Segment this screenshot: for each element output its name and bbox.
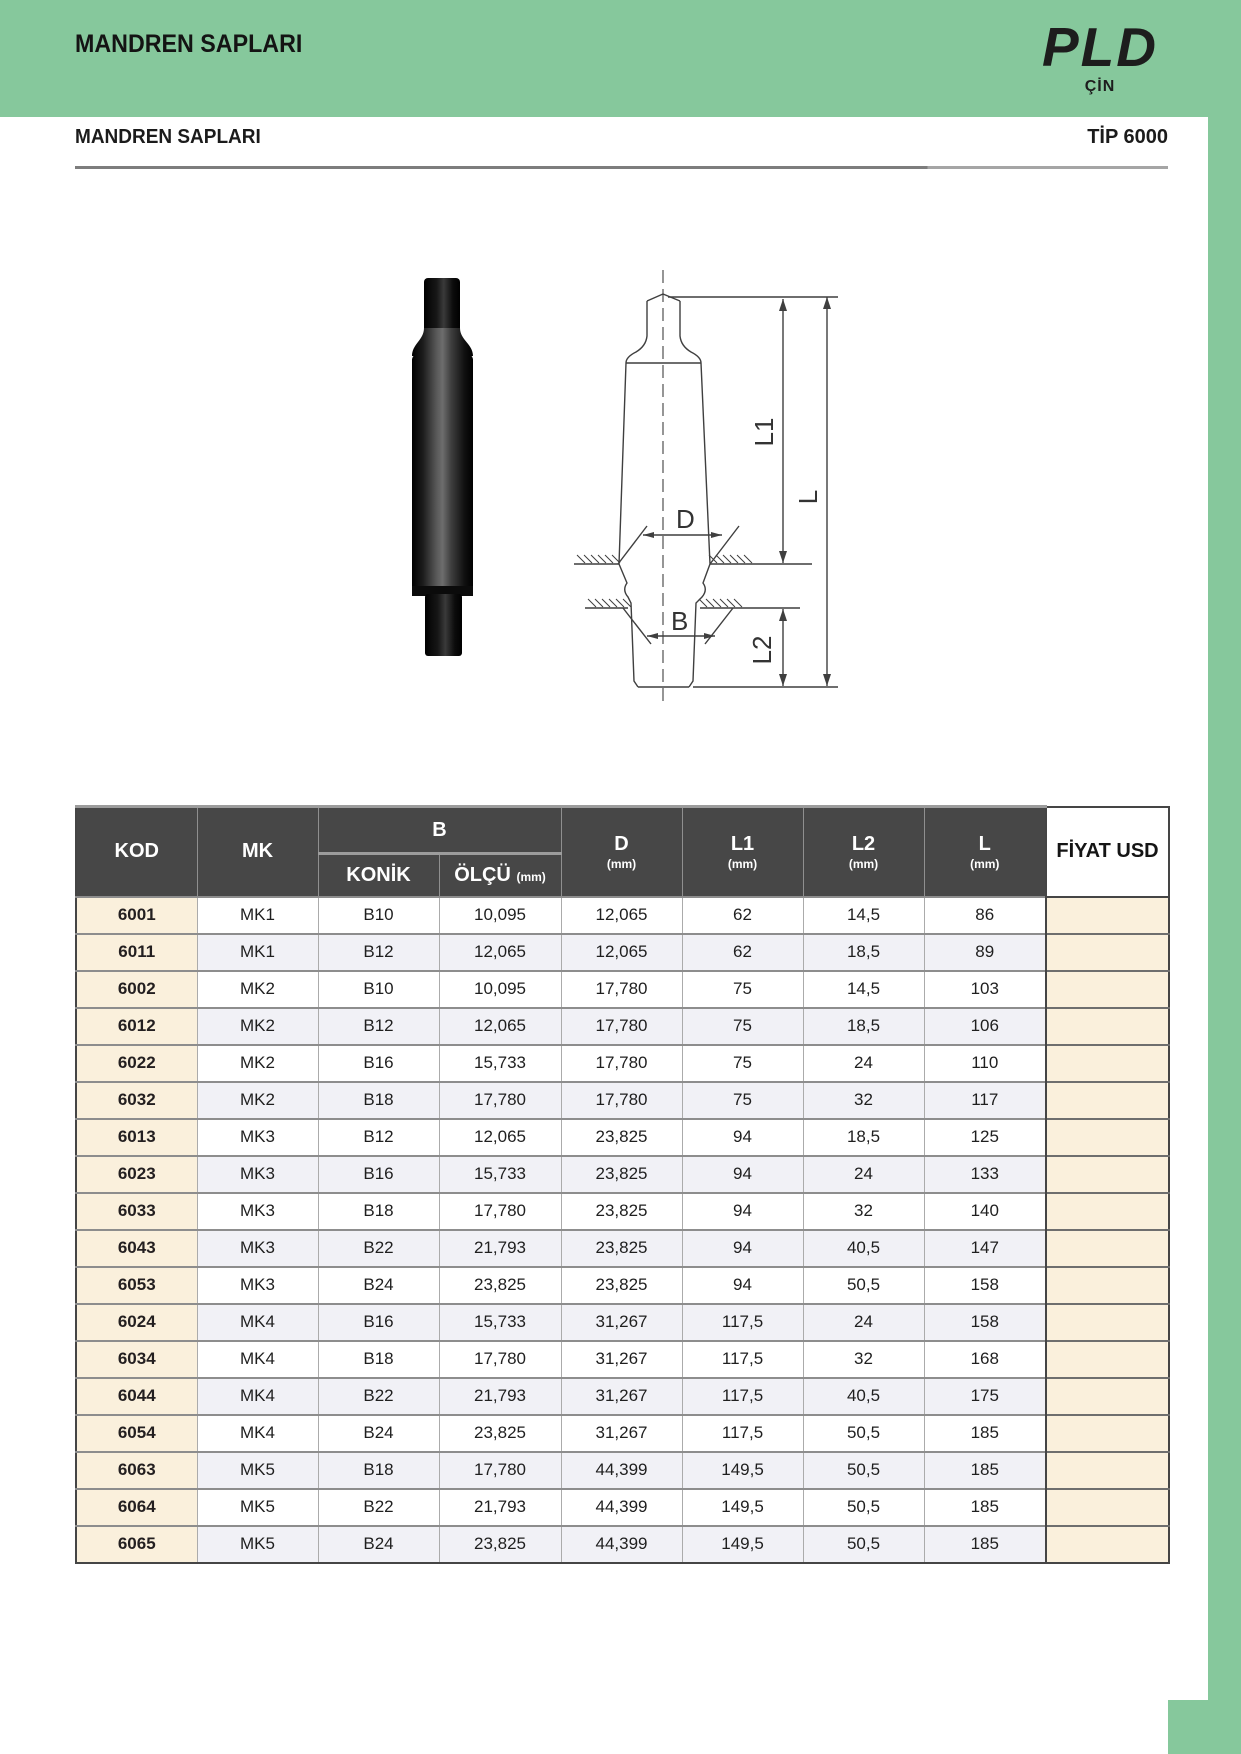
col-header-l: L (mm) bbox=[924, 807, 1046, 897]
l1-cell: 117,5 bbox=[682, 1378, 803, 1415]
l-cell: 158 bbox=[924, 1304, 1046, 1341]
mk-cell: MK4 bbox=[197, 1304, 318, 1341]
mk-cell: MK2 bbox=[197, 1045, 318, 1082]
l-cell: 147 bbox=[924, 1230, 1046, 1267]
kod-cell: 6002 bbox=[76, 971, 197, 1008]
brand-logo-text: PLD bbox=[1042, 16, 1158, 78]
l2-cell: 50,5 bbox=[803, 1415, 924, 1452]
table-row bbox=[76, 1156, 1169, 1193]
section-title: MANDREN SAPLARI bbox=[75, 126, 261, 148]
olcu-cell: 21,793 bbox=[439, 1230, 561, 1267]
mk-cell: MK5 bbox=[197, 1489, 318, 1526]
konik-cell: B24 bbox=[318, 1267, 439, 1304]
mk-cell: MK3 bbox=[197, 1230, 318, 1267]
l1-cell: 75 bbox=[682, 1045, 803, 1082]
kod-cell: 6032 bbox=[76, 1082, 197, 1119]
col-header-mk: MK bbox=[197, 807, 318, 897]
col-header-l2: L2 (mm) bbox=[803, 807, 924, 897]
mk-cell: MK4 bbox=[197, 1341, 318, 1378]
d-cell: 23,825 bbox=[561, 1230, 682, 1267]
mk-cell: MK4 bbox=[197, 1378, 318, 1415]
d-cell: 31,267 bbox=[561, 1415, 682, 1452]
l1-cell: 149,5 bbox=[682, 1452, 803, 1489]
l2-cell: 14,5 bbox=[803, 971, 924, 1008]
l2-cell: 40,5 bbox=[803, 1378, 924, 1415]
price-cell bbox=[1046, 1304, 1169, 1341]
l1-cell: 75 bbox=[682, 1008, 803, 1045]
l2-cell: 18,5 bbox=[803, 1008, 924, 1045]
table-row bbox=[76, 1304, 1169, 1341]
mk-cell: MK3 bbox=[197, 1119, 318, 1156]
l-cell: 185 bbox=[924, 1452, 1046, 1489]
l1-cell: 94 bbox=[682, 1119, 803, 1156]
l1-cell: 62 bbox=[682, 897, 803, 934]
kod-cell: 6034 bbox=[76, 1341, 197, 1378]
d-cell: 17,780 bbox=[561, 1045, 682, 1082]
olcu-cell: 17,780 bbox=[439, 1082, 561, 1119]
d-cell: 31,267 bbox=[561, 1304, 682, 1341]
l1-cell: 75 bbox=[682, 971, 803, 1008]
l-cell: 110 bbox=[924, 1045, 1046, 1082]
type-label: TİP 6000 bbox=[1087, 126, 1168, 148]
table-row bbox=[76, 897, 1169, 934]
l-cell: 175 bbox=[924, 1378, 1046, 1415]
header-rule bbox=[75, 166, 1168, 169]
table-row bbox=[76, 1193, 1169, 1230]
l1-cell: 94 bbox=[682, 1193, 803, 1230]
l1-cell: 149,5 bbox=[682, 1489, 803, 1526]
dim-label-l1: L1 bbox=[749, 417, 779, 447]
brand-logo bbox=[1030, 18, 1170, 96]
l-cell: 158 bbox=[924, 1267, 1046, 1304]
mk-cell: MK5 bbox=[197, 1452, 318, 1489]
table-row bbox=[76, 1230, 1169, 1267]
col-header-l1: L1 (mm) bbox=[682, 807, 803, 897]
price-cell bbox=[1046, 1452, 1169, 1489]
price-cell bbox=[1046, 1341, 1169, 1378]
mk-cell: MK4 bbox=[197, 1415, 318, 1452]
olcu-cell: 17,780 bbox=[439, 1193, 561, 1230]
l2-cell: 50,5 bbox=[803, 1267, 924, 1304]
kod-cell: 6033 bbox=[76, 1193, 197, 1230]
l1-cell: 117,5 bbox=[682, 1341, 803, 1378]
kod-cell: 6065 bbox=[76, 1526, 197, 1563]
olcu-cell: 12,065 bbox=[439, 1008, 561, 1045]
price-cell bbox=[1046, 1415, 1169, 1452]
d-cell: 23,825 bbox=[561, 1267, 682, 1304]
kod-cell: 6024 bbox=[76, 1304, 197, 1341]
olcu-cell: 23,825 bbox=[439, 1526, 561, 1563]
table-row bbox=[76, 1008, 1169, 1045]
table-row bbox=[76, 971, 1169, 1008]
price-cell bbox=[1046, 1378, 1169, 1415]
l-cell: 185 bbox=[924, 1415, 1046, 1452]
l2-cell: 24 bbox=[803, 1156, 924, 1193]
olcu-cell: 15,733 bbox=[439, 1156, 561, 1193]
d-cell: 31,267 bbox=[561, 1341, 682, 1378]
konik-cell: B12 bbox=[318, 1119, 439, 1156]
konik-cell: B16 bbox=[318, 1045, 439, 1082]
l2-cell: 32 bbox=[803, 1082, 924, 1119]
col-header-d: D (mm) bbox=[561, 807, 682, 897]
l2-cell: 18,5 bbox=[803, 934, 924, 971]
l2-cell: 32 bbox=[803, 1193, 924, 1230]
table-row bbox=[76, 1415, 1169, 1452]
l-cell: 185 bbox=[924, 1489, 1046, 1526]
table-row bbox=[76, 934, 1169, 971]
olcu-cell: 12,065 bbox=[439, 934, 561, 971]
dim-label-d: D bbox=[676, 504, 695, 534]
l1-cell: 117,5 bbox=[682, 1415, 803, 1452]
olcu-cell: 17,780 bbox=[439, 1452, 561, 1489]
l2-cell: 40,5 bbox=[803, 1230, 924, 1267]
konik-cell: B16 bbox=[318, 1156, 439, 1193]
price-cell bbox=[1046, 1156, 1169, 1193]
konik-cell: B22 bbox=[318, 1230, 439, 1267]
mk-cell: MK5 bbox=[197, 1526, 318, 1563]
col-header-olcu: ÖLÇÜ (mm) bbox=[439, 854, 561, 897]
col-header-kod: KOD bbox=[76, 807, 197, 897]
l1-cell: 117,5 bbox=[682, 1304, 803, 1341]
arbor-drawing-svg bbox=[490, 250, 846, 710]
corner-green-block bbox=[1168, 1700, 1241, 1754]
price-cell bbox=[1046, 1119, 1169, 1156]
d-cell: 31,267 bbox=[561, 1378, 682, 1415]
kod-cell: 6044 bbox=[76, 1378, 197, 1415]
kod-cell: 6001 bbox=[76, 897, 197, 934]
konik-cell: B22 bbox=[318, 1378, 439, 1415]
konik-cell: B16 bbox=[318, 1304, 439, 1341]
kod-cell: 6012 bbox=[76, 1008, 197, 1045]
d-cell: 17,780 bbox=[561, 1082, 682, 1119]
l-cell: 140 bbox=[924, 1193, 1046, 1230]
table-row bbox=[76, 1489, 1169, 1526]
brand-country-label: ÇİN bbox=[1084, 78, 1116, 95]
l-cell: 125 bbox=[924, 1119, 1046, 1156]
konik-cell: B24 bbox=[318, 1415, 439, 1452]
l2-cell: 50,5 bbox=[803, 1526, 924, 1563]
kod-cell: 6043 bbox=[76, 1230, 197, 1267]
dim-label-l2: L2 bbox=[747, 635, 777, 665]
l-cell: 133 bbox=[924, 1156, 1046, 1193]
l2-cell: 50,5 bbox=[803, 1489, 924, 1526]
konik-cell: B18 bbox=[318, 1082, 439, 1119]
d-cell: 23,825 bbox=[561, 1193, 682, 1230]
price-cell bbox=[1046, 1082, 1169, 1119]
l1-cell: 94 bbox=[682, 1267, 803, 1304]
konik-cell: B18 bbox=[318, 1452, 439, 1489]
l1-cell: 62 bbox=[682, 934, 803, 971]
kod-cell: 6013 bbox=[76, 1119, 197, 1156]
d-cell: 17,780 bbox=[561, 971, 682, 1008]
l-cell: 86 bbox=[924, 897, 1046, 934]
l1-cell: 94 bbox=[682, 1230, 803, 1267]
kod-cell: 6053 bbox=[76, 1267, 197, 1304]
price-cell bbox=[1046, 1489, 1169, 1526]
mk-cell: MK3 bbox=[197, 1193, 318, 1230]
l1-cell: 94 bbox=[682, 1156, 803, 1193]
col-header-b-group: B bbox=[318, 807, 561, 854]
l1-cell: 149,5 bbox=[682, 1526, 803, 1563]
price-cell bbox=[1046, 1193, 1169, 1230]
technical-drawing bbox=[490, 250, 846, 710]
l2-cell: 50,5 bbox=[803, 1452, 924, 1489]
olcu-cell: 12,065 bbox=[439, 1119, 561, 1156]
l2-cell: 24 bbox=[803, 1304, 924, 1341]
d-cell: 44,399 bbox=[561, 1526, 682, 1563]
l2-cell: 32 bbox=[803, 1341, 924, 1378]
d-cell: 23,825 bbox=[561, 1119, 682, 1156]
table-row bbox=[76, 1341, 1169, 1378]
kod-cell: 6064 bbox=[76, 1489, 197, 1526]
konik-cell: B10 bbox=[318, 897, 439, 934]
l1-cell: 75 bbox=[682, 1082, 803, 1119]
l2-cell: 18,5 bbox=[803, 1119, 924, 1156]
olcu-cell: 15,733 bbox=[439, 1304, 561, 1341]
kod-cell: 6023 bbox=[76, 1156, 197, 1193]
col-header-konik: KONİK bbox=[318, 854, 439, 897]
d-cell: 44,399 bbox=[561, 1489, 682, 1526]
mk-cell: MK1 bbox=[197, 897, 318, 934]
olcu-cell: 17,780 bbox=[439, 1341, 561, 1378]
table-row bbox=[76, 1378, 1169, 1415]
d-cell: 12,065 bbox=[561, 934, 682, 971]
price-cell bbox=[1046, 1267, 1169, 1304]
mk-cell: MK2 bbox=[197, 1082, 318, 1119]
l-cell: 106 bbox=[924, 1008, 1046, 1045]
l2-cell: 14,5 bbox=[803, 897, 924, 934]
kod-cell: 6011 bbox=[76, 934, 197, 971]
olcu-cell: 23,825 bbox=[439, 1415, 561, 1452]
table-row bbox=[76, 1082, 1169, 1119]
olcu-cell: 10,095 bbox=[439, 897, 561, 934]
d-cell: 12,065 bbox=[561, 897, 682, 934]
table-body bbox=[76, 897, 1169, 1563]
d-cell: 23,825 bbox=[561, 1156, 682, 1193]
band-title: MANDREN SAPLARI bbox=[75, 30, 303, 58]
konik-cell: B10 bbox=[318, 971, 439, 1008]
konik-cell: B18 bbox=[318, 1193, 439, 1230]
d-cell: 17,780 bbox=[561, 1008, 682, 1045]
mk-cell: MK3 bbox=[197, 1267, 318, 1304]
table-row bbox=[76, 1045, 1169, 1082]
l-cell: 89 bbox=[924, 934, 1046, 971]
l-cell: 185 bbox=[924, 1526, 1046, 1563]
mk-cell: MK1 bbox=[197, 934, 318, 971]
olcu-cell: 21,793 bbox=[439, 1489, 561, 1526]
konik-cell: B18 bbox=[318, 1341, 439, 1378]
olcu-cell: 15,733 bbox=[439, 1045, 561, 1082]
mk-cell: MK2 bbox=[197, 1008, 318, 1045]
price-cell bbox=[1046, 1230, 1169, 1267]
kod-cell: 6054 bbox=[76, 1415, 197, 1452]
olcu-cell: 21,793 bbox=[439, 1378, 561, 1415]
l-cell: 117 bbox=[924, 1082, 1046, 1119]
l-cell: 103 bbox=[924, 971, 1046, 1008]
dim-label-l: L bbox=[793, 489, 823, 505]
l2-cell: 24 bbox=[803, 1045, 924, 1082]
table-row bbox=[76, 1119, 1169, 1156]
price-cell bbox=[1046, 934, 1169, 971]
dim-label-b: B bbox=[671, 606, 689, 636]
konik-cell: B12 bbox=[318, 934, 439, 971]
kod-cell: 6022 bbox=[76, 1045, 197, 1082]
table-row bbox=[76, 1452, 1169, 1489]
price-cell bbox=[1046, 1045, 1169, 1082]
price-cell bbox=[1046, 971, 1169, 1008]
mk-cell: MK2 bbox=[197, 971, 318, 1008]
col-header-price: FİYAT USD bbox=[1046, 807, 1169, 897]
table-row bbox=[76, 1526, 1169, 1563]
price-cell bbox=[1046, 1526, 1169, 1563]
price-cell bbox=[1046, 1008, 1169, 1045]
mk-cell: MK3 bbox=[197, 1156, 318, 1193]
konik-cell: B12 bbox=[318, 1008, 439, 1045]
d-cell: 44,399 bbox=[561, 1452, 682, 1489]
table-row bbox=[76, 1267, 1169, 1304]
spec-table bbox=[75, 805, 1170, 1564]
l-cell: 168 bbox=[924, 1341, 1046, 1378]
price-cell bbox=[1046, 897, 1169, 934]
olcu-cell: 10,095 bbox=[439, 971, 561, 1008]
konik-cell: B22 bbox=[318, 1489, 439, 1526]
kod-cell: 6063 bbox=[76, 1452, 197, 1489]
olcu-cell: 23,825 bbox=[439, 1267, 561, 1304]
konik-cell: B24 bbox=[318, 1526, 439, 1563]
